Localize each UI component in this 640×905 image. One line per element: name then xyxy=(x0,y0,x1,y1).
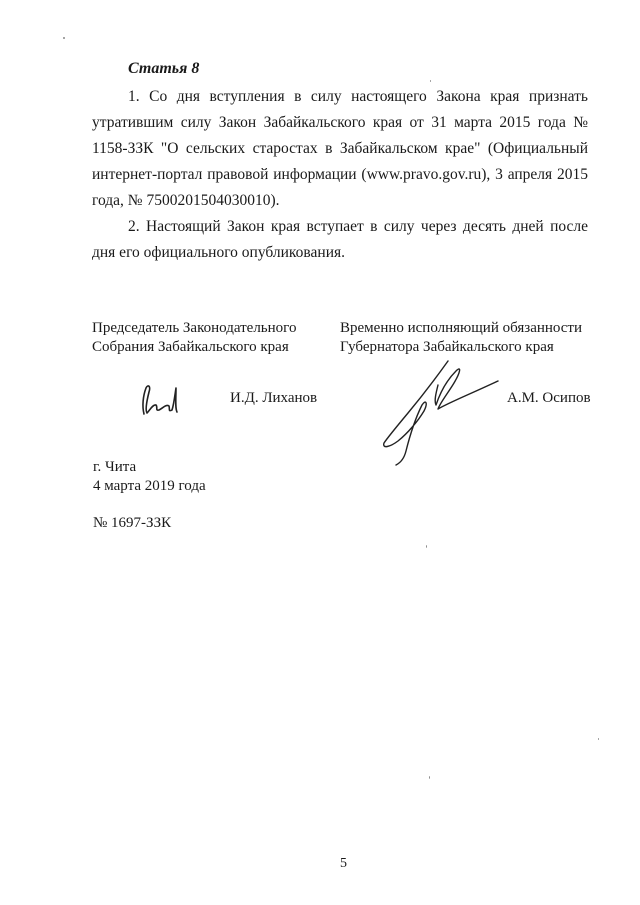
left-handwritten-signature xyxy=(136,380,186,420)
scan-speck xyxy=(430,80,431,82)
right-signatory-title-line: Губернатора Забайкальского края xyxy=(340,339,554,355)
law-number: № 1697-ЗЗК xyxy=(93,515,172,531)
place-and-date xyxy=(93,458,206,496)
article-paragraph-1: 1. Со дня вступления в силу настоящего Закона края признать утратившим силу Закон Забайкальского края от 31 марта 2015 года № 1158-ЗЗК "О сельских старостах в Забайкальском крае" (Официальный интернет-портал правовой информации (www.pravo.gov.ru), 3 апреля 2015 года, № 7500201504030010). xyxy=(92,88,588,209)
left-signatory-name: И.Д. Лиханов xyxy=(230,390,318,406)
left-signatory-title xyxy=(92,319,332,357)
page-number: 5 xyxy=(340,856,347,871)
place: г. Чита xyxy=(93,459,137,475)
right-signatory-title-line: Временно исполняющий обязанности xyxy=(340,320,583,336)
right-signatory-title xyxy=(340,319,600,357)
date: 4 марта 2019 года xyxy=(93,478,206,494)
scan-speck xyxy=(429,776,430,779)
left-signatory-title-line: Собрания Забайкальского края xyxy=(92,339,289,355)
scan-speck xyxy=(63,37,65,39)
right-signatory-name: А.М. Осипов xyxy=(507,390,591,406)
scan-speck xyxy=(426,545,427,548)
scan-speck xyxy=(598,738,599,740)
right-handwritten-signature xyxy=(378,355,503,467)
article-heading: Статья 8 xyxy=(128,60,200,77)
left-signatory-title-line: Председатель Законодательного xyxy=(92,320,297,336)
article-paragraph-2: 2. Настоящий Закон края вступает в силу через десять дней после дня его официального опубликования. xyxy=(92,218,588,261)
